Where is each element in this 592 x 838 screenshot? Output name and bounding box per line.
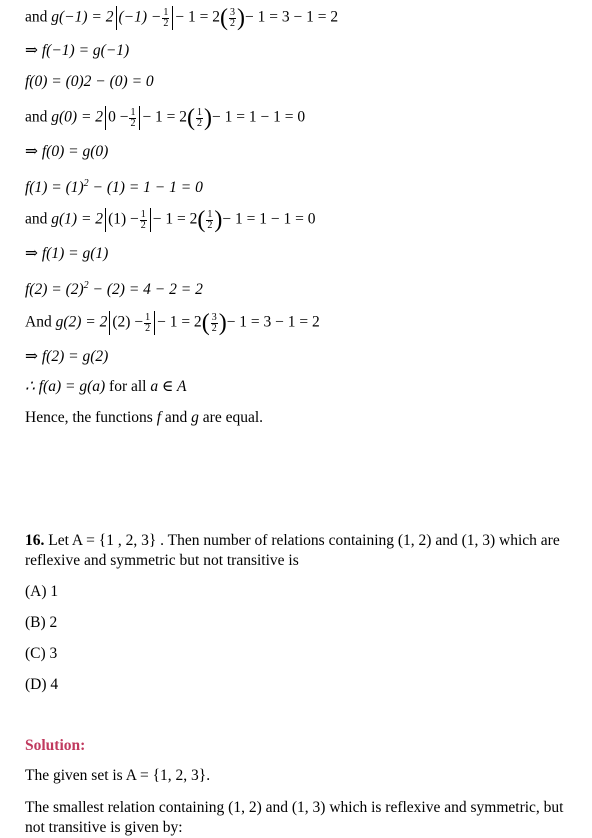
solution-line1: The given set is A = {1, 2, 3}.: [25, 767, 211, 784]
question-number: 16.: [25, 532, 45, 549]
exponent: 2: [83, 178, 89, 189]
expr: a ∈ A: [150, 378, 187, 395]
expr: − (2) = 4 − 2 = 2: [88, 281, 203, 299]
solution-line3: not transitive is given by:: [25, 819, 183, 836]
text-and: and: [25, 8, 52, 26]
expr: − 1 = 2: [152, 210, 198, 228]
abs-bar-right: [154, 311, 155, 335]
expr: g(1) = 2: [51, 210, 104, 228]
hence-line: [25, 408, 263, 428]
denominator: 2: [207, 219, 213, 231]
denominator: 2: [130, 117, 136, 129]
denominator: 2: [163, 17, 169, 29]
expr: g(−1) = 2: [51, 8, 114, 26]
question-text: Let A = {1 , 2, 3} . Then number of relations containing (1, 2) and (1, 3) which are: [44, 532, 560, 549]
fraction: [206, 210, 213, 231]
fraction: [229, 8, 236, 29]
text: and: [161, 409, 192, 426]
symbol-g: g: [191, 409, 199, 426]
exponent: 2: [83, 280, 89, 291]
option-b: (B) 2: [25, 614, 58, 631]
fraction: [144, 313, 151, 334]
solution-line2: The smallest relation containing (1, 2) and (1, 3) which is reflexive and symmetric, but: [25, 799, 564, 816]
expr: f(1) = (1): [25, 179, 84, 197]
equation-f0: f(0) = (0)2 − (0) = 0: [25, 73, 154, 90]
paren-left: (: [197, 207, 206, 233]
implies-line: ⇒ f(1) = g(1): [25, 245, 109, 262]
numerator: 1: [163, 6, 169, 18]
conclusion-line: [25, 377, 187, 397]
fraction: [140, 210, 147, 231]
option-c: (C) 3: [25, 645, 58, 662]
expr: − 1 = 2: [175, 8, 220, 26]
question-16-line2: reflexive and symmetric but not transitive is: [25, 552, 299, 569]
implies-line: ⇒ f(0) = g(0): [25, 143, 109, 160]
denominator: 2: [145, 322, 151, 334]
fraction: [129, 108, 136, 129]
paren-left: (: [187, 105, 196, 131]
text: for all: [105, 378, 151, 395]
paren-left: (: [220, 5, 228, 31]
numerator: 3: [230, 6, 235, 18]
expr: (2) −: [112, 313, 144, 331]
denominator: 2: [230, 17, 235, 29]
abs-bar-left: [105, 208, 106, 232]
expr: − 1 = 2: [157, 313, 202, 331]
paren-right: ): [204, 105, 213, 131]
text: are equal.: [198, 409, 264, 426]
paren-right: ): [218, 310, 227, 336]
expr: − 1 = 1 − 1 = 0: [212, 108, 306, 126]
text: Hence, the functions: [25, 409, 157, 426]
expr: (−1) −: [118, 8, 162, 26]
expr: ∴ f(a) = g(a): [25, 378, 106, 395]
expr: 0 −: [108, 108, 129, 126]
text-and: and: [25, 108, 52, 126]
abs-bar-right: [172, 6, 173, 30]
expr: − 1 = 2: [142, 108, 188, 126]
expr: g(0) = 2: [51, 108, 104, 126]
numerator: 1: [197, 106, 203, 118]
equation-f2: [25, 276, 203, 300]
expr: − 1 = 3 − 1 = 2: [226, 313, 320, 331]
equation-g2: [25, 311, 320, 335]
fraction: [211, 313, 218, 334]
numerator: 1: [145, 311, 151, 323]
denominator: 2: [211, 322, 217, 334]
abs-bar-left: [116, 6, 117, 30]
abs-bar-right: [139, 106, 140, 130]
text-and: And: [25, 313, 56, 331]
implies-line: ⇒ f(−1) = g(−1): [25, 42, 130, 59]
abs-bar-right: [150, 208, 151, 232]
numerator: 1: [207, 208, 213, 220]
fraction: [162, 8, 169, 29]
paren-left: (: [201, 310, 210, 336]
equation-f1: [25, 174, 203, 198]
abs-bar-left: [109, 311, 110, 335]
solution-label: Solution:: [25, 737, 86, 754]
equation-g0: [25, 106, 305, 130]
text-and: and: [25, 210, 52, 228]
numerator: 1: [140, 208, 146, 220]
equation-g1: [25, 208, 315, 232]
paren-right: ): [214, 207, 223, 233]
option-a: (A) 1: [25, 583, 59, 600]
numerator: 1: [130, 106, 136, 118]
expr: − 1 = 3 − 1 = 2: [245, 8, 339, 26]
symbol-f: f: [156, 409, 162, 426]
equation-g-minus1: [25, 6, 338, 30]
expr: g(2) = 2: [55, 313, 108, 331]
expr: (1) −: [108, 210, 139, 228]
denominator: 2: [197, 117, 203, 129]
question-16-line1: [25, 531, 560, 551]
expr: f(2) = (2): [25, 281, 84, 299]
paren-right: ): [237, 5, 245, 31]
numerator: 3: [211, 311, 217, 323]
implies-line: ⇒ f(2) = g(2): [25, 348, 109, 365]
fraction: [196, 108, 203, 129]
option-d: (D) 4: [25, 676, 59, 693]
abs-bar-left: [105, 106, 106, 130]
expr: − 1 = 1 − 1 = 0: [222, 210, 316, 228]
denominator: 2: [140, 219, 146, 231]
expr: − (1) = 1 − 1 = 0: [88, 179, 203, 197]
